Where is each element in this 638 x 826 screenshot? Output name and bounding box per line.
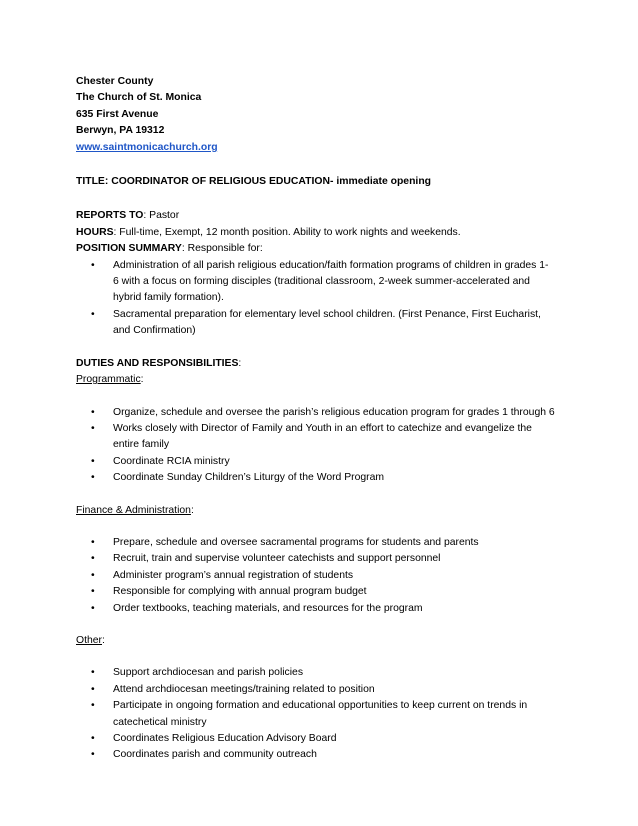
list-item-text: Coordinates Religious Education Advisory Board (113, 733, 337, 744)
list-item (76, 584, 576, 600)
reports-to-value: : Pastor (143, 210, 180, 222)
list-item-text: and Confirmation) (113, 325, 196, 337)
finance-heading: Finance & Administration (76, 504, 191, 516)
list-item (76, 535, 576, 551)
list-item-text: catechetical ministry (113, 716, 207, 728)
list-item-text: Coordinate Sunday Children’s Liturgy of the Word Program (113, 472, 385, 484)
list-item-text: Organize, schedule and oversee the parish’s religious education program for grades 1 through 6 (113, 406, 555, 418)
bullet-icon: • (91, 683, 95, 695)
street-address: 635 First Avenue (76, 108, 159, 120)
list-item (76, 682, 576, 698)
programmatic-colon: : (140, 374, 144, 386)
programmatic-heading-line (76, 372, 576, 388)
list-item-text: Responsible for complying with annual program budget (113, 586, 367, 598)
county-line: Chester County (76, 76, 154, 87)
list-item-text: Sacramental preparation for elementary level school children. (First Penance, First Eucharist, (113, 308, 541, 320)
list-item-text: Recruit, train and supervise volunteer catechists and support personnel (113, 553, 441, 565)
bullet-icon: • (91, 569, 95, 581)
bullet-icon: • (91, 733, 95, 744)
list-item (76, 698, 576, 731)
position-summary-line (76, 241, 576, 257)
hours-label: HOURS (76, 226, 114, 238)
other-heading-line (76, 633, 576, 649)
bullet-icon: • (91, 422, 95, 434)
list-item (76, 307, 576, 340)
hours-value: : Full-time, Exempt, 12 month position. Ability to work nights and weekends. (113, 226, 461, 238)
duties-heading-line (76, 356, 576, 372)
duties-heading-colon: : (238, 357, 242, 369)
list-item (76, 454, 576, 470)
bullet-icon: • (91, 586, 95, 598)
reports-to-label: REPORTS TO (76, 210, 144, 222)
list-item (76, 421, 576, 454)
list-item-text: Order textbooks, teaching materials, and resources for the program (113, 602, 423, 614)
list-item-text: Prepare, schedule and oversee sacramental programs for students and parents (113, 536, 479, 548)
list-item (76, 470, 576, 486)
list-item-text: Attend archdiocesan meetings/training related to position (113, 683, 375, 695)
list-item (76, 551, 576, 567)
bullet-icon: • (91, 536, 95, 548)
city-state-zip: Berwyn, PA 19312 (76, 125, 165, 137)
list-item-text: Works closely with Director of Family and Youth in an effort to catechize and evangelize the (113, 422, 532, 434)
job-title: TITLE: COORDINATOR OF RELIGIOUS EDUCATION- immediate opening (76, 176, 432, 188)
list-item-text: Coordinate RCIA ministry (113, 455, 230, 467)
programmatic-list (76, 405, 576, 487)
finance-list (76, 535, 576, 617)
list-item-text: Administration of all parish religious education/faith formation programs of children in grades 1- (113, 259, 549, 271)
list-item (76, 601, 576, 617)
bullet-icon: • (91, 455, 95, 467)
list-item (76, 405, 576, 421)
bullet-icon: • (91, 667, 95, 679)
duties-heading: DUTIES AND RESPONSIBILITIES (76, 357, 239, 369)
position-summary-list (76, 258, 576, 340)
website-link[interactable]: www.saintmonicachurch.org (76, 141, 218, 153)
position-summary-value: : Responsible for: (181, 243, 263, 255)
list-item-text: Administer program’s annual registration of students (113, 569, 354, 581)
list-item (76, 568, 576, 584)
other-colon: : (102, 634, 105, 646)
list-item (76, 747, 576, 763)
list-item-text: hybrid family formation). (113, 292, 224, 304)
church-name: The Church of St. Monica (76, 92, 202, 104)
list-item (76, 258, 576, 307)
bullet-icon: • (91, 700, 95, 712)
bullet-icon: • (91, 749, 95, 761)
finance-heading-line (76, 503, 576, 519)
list-item (76, 665, 576, 681)
list-item-text: Participate in ongoing formation and educational opportunities to keep current on trends in (113, 700, 528, 712)
bullet-icon: • (91, 602, 95, 614)
address-block (76, 74, 576, 156)
document-body (76, 74, 576, 764)
other-heading: Other (76, 634, 102, 646)
list-item-text: entire family (113, 439, 170, 451)
programmatic-heading: Programmatic (76, 374, 141, 386)
bullet-icon: • (91, 553, 95, 565)
finance-colon: : (190, 504, 194, 516)
bullet-icon: • (91, 308, 95, 320)
bullet-icon: • (91, 472, 95, 484)
list-item (76, 731, 576, 747)
list-item-text: 6 with a focus on forming disciples (traditional classroom, 2-week summer-accelerated and (113, 276, 530, 288)
list-item-text: Coordinates parish and community outreach (113, 749, 317, 761)
bullet-icon: • (91, 406, 95, 418)
position-summary-label: POSITION SUMMARY (76, 243, 182, 255)
bullet-icon: • (91, 259, 95, 271)
other-list (76, 665, 576, 763)
hours-line (76, 225, 576, 241)
reports-to-line (76, 208, 576, 224)
list-item-text: Support archdiocesan and parish policies (113, 667, 304, 679)
